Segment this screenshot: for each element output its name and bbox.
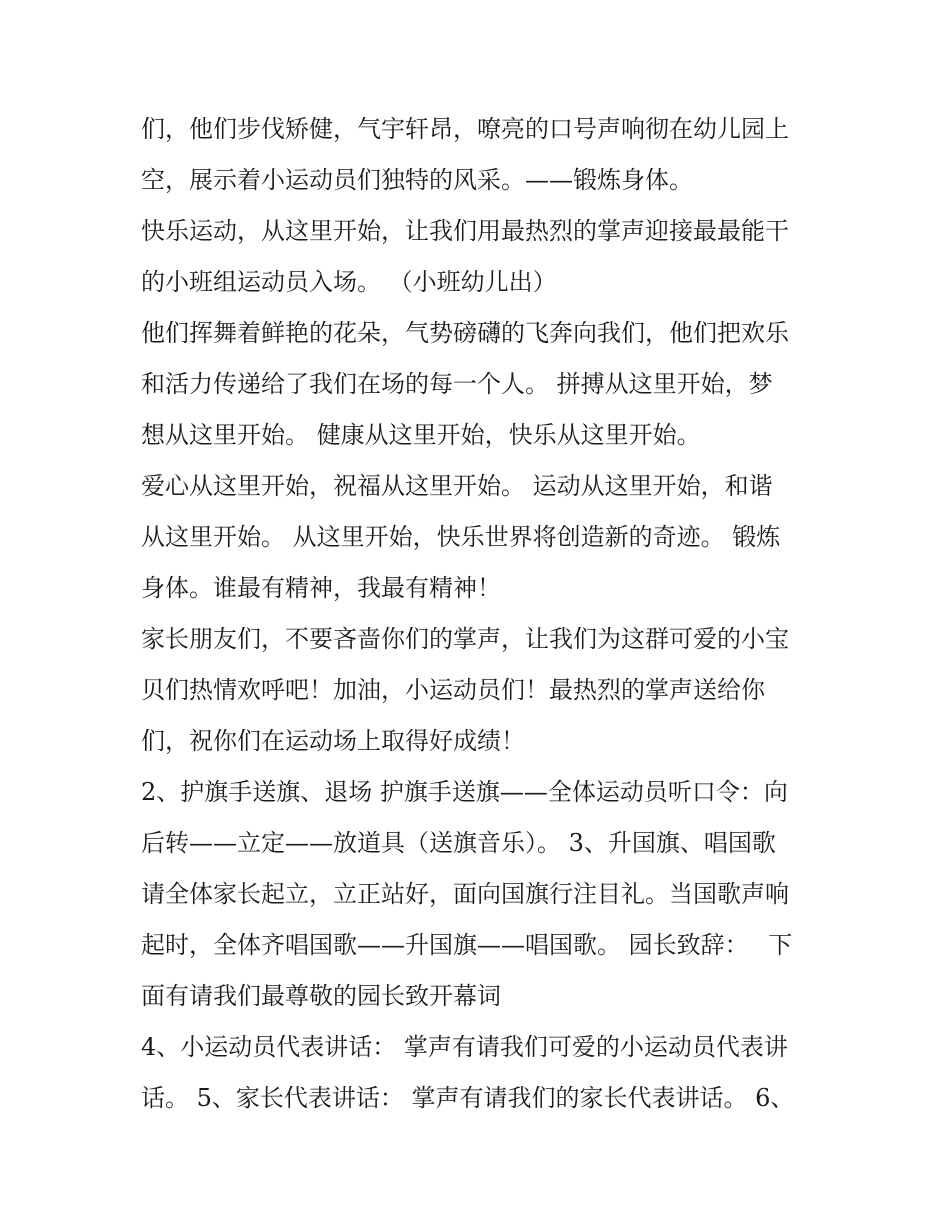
text-line: 起时，全体齐唱国歌——升国旗——唱国歌。 园长致辞： 下 <box>141 931 793 959</box>
text-line: 们，他们步伐矫健，气宇轩昂，嘹亮的口号声响彻在幼儿园上 <box>141 115 789 143</box>
text-line: 4、小运动员代表讲话： 掌声有请我们可爱的小运动员代表讲 <box>141 1033 788 1061</box>
text-line: 2、护旗手送旗、退场 护旗手送旗——全体运动员听口令：向 <box>141 778 788 806</box>
text-line: 他们挥舞着鲜艳的花朵，气势磅礴的飞奔向我们，他们把欢乐 <box>141 319 789 347</box>
text-line: 请全体家长起立，立正站好，面向国旗行注目礼。当国歌声响 <box>141 880 789 908</box>
text-line: 家长朋友们，不要吝啬你们的掌声，让我们为这群可爱的小宝 <box>141 625 789 653</box>
text-line: 从这里开始。 从这里开始，快乐世界将创造新的奇迹。 锻炼 <box>141 523 781 551</box>
text-line: 贝们热情欢呼吧！加油，小运动员们！最热烈的掌声送给你 <box>141 676 765 704</box>
text-line: 和活力传递给了我们在场的每一个人。 拼搏从这里开始，梦 <box>141 370 773 398</box>
text-line: 空，展示着小运动员们独特的风采。——锻炼身体。 <box>141 166 693 194</box>
text-line: 面有请我们最尊敬的园长致开幕词 <box>141 982 501 1010</box>
text-line: 们，祝你们在运动场上取得好成绩！ <box>141 727 525 755</box>
text-line: 爱心从这里开始，祝福从这里开始。 运动从这里开始，和谐 <box>141 472 773 500</box>
text-line: 后转——立定——放道具（送旗音乐）。 3、升国旗、唱国歌 <box>141 829 776 857</box>
text-line: 话。 5、家长代表讲话： 掌声有请我们的家长代表讲话。 6、 <box>141 1084 795 1112</box>
text-line: 身体。谁最有精神，我最有精神！ <box>141 574 501 602</box>
body-text <box>141 104 813 1124</box>
text-line: 的小班组运动员入场。 （小班幼儿出） <box>141 268 557 296</box>
text-line: 想从这里开始。 健康从这里开始，快乐从这里开始。 <box>141 421 701 449</box>
text-line: 快乐运动，从这里开始，让我们用最热烈的掌声迎接最最能干 <box>141 217 789 245</box>
